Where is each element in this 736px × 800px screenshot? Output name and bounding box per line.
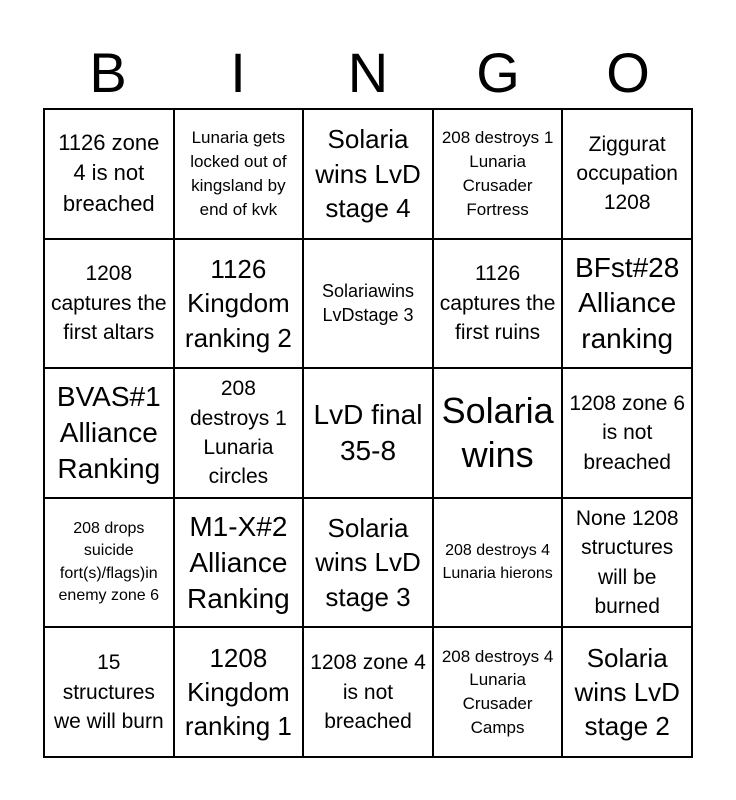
- header-letter-g: G: [476, 41, 520, 104]
- bingo-cell[interactable]: 1208 zone 6 is not breached: [562, 368, 692, 498]
- bingo-cell[interactable]: 1208 captures the first altars: [44, 239, 174, 369]
- header-letter-o: O: [606, 41, 650, 104]
- header-letter-n: N: [347, 41, 389, 104]
- bingo-board: [43, 108, 693, 758]
- bingo-cell[interactable]: LvD final 35-8: [303, 368, 433, 498]
- bingo-cell[interactable]: 1208 Kingdom ranking 1: [174, 627, 304, 757]
- bingo-header: [43, 38, 693, 108]
- bingo-cell[interactable]: 1126 captures the first ruins: [433, 239, 563, 369]
- bingo-cell[interactable]: 208 destroys 1 Lunaria Crusader Fortress: [433, 109, 563, 239]
- bingo-cell[interactable]: Solariawins LvDstage 3: [303, 239, 433, 369]
- bingo-cell[interactable]: 208 destroys 4 Lunaria Crusader Camps: [433, 627, 563, 757]
- bingo-cell[interactable]: Solaria wins LvD stage 3: [303, 498, 433, 628]
- bingo-cell[interactable]: M1-X#2 Alliance Ranking: [174, 498, 304, 628]
- bingo-cell[interactable]: BVAS#1 Alliance Ranking: [44, 368, 174, 498]
- bingo-cell[interactable]: 15 structures we will burn: [44, 627, 174, 757]
- bingo-cell[interactable]: 1208 zone 4 is not breached: [303, 627, 433, 757]
- bingo-cell[interactable]: 208 drops suicide fort(s)/flags)in enemy zone 6: [44, 498, 174, 628]
- bingo-cell[interactable]: None 1208 structures will be burned: [562, 498, 692, 628]
- bingo-cell[interactable]: Solaria wins LvD stage 2: [562, 627, 692, 757]
- bingo-cell[interactable]: 208 destroys 1 Lunaria circles: [174, 368, 304, 498]
- bingo-cell[interactable]: 1126 Kingdom ranking 2: [174, 239, 304, 369]
- bingo-cell[interactable]: Lunaria gets locked out of kingsland by end of kvk: [174, 109, 304, 239]
- bingo-cell[interactable]: Solaria wins: [433, 368, 563, 498]
- bingo-cell[interactable]: BFst#28 Alliance ranking: [562, 239, 692, 369]
- header-letter-i: I: [230, 41, 246, 104]
- bingo-cell[interactable]: Solaria wins LvD stage 4: [303, 109, 433, 239]
- bingo-cell[interactable]: 1126 zone 4 is not breached: [44, 109, 174, 239]
- bingo-cell[interactable]: Ziggurat occupation 1208: [562, 109, 692, 239]
- header-letter-b: B: [89, 41, 127, 104]
- bingo-cell[interactable]: 208 destroys 4 Lunaria hierons: [433, 498, 563, 628]
